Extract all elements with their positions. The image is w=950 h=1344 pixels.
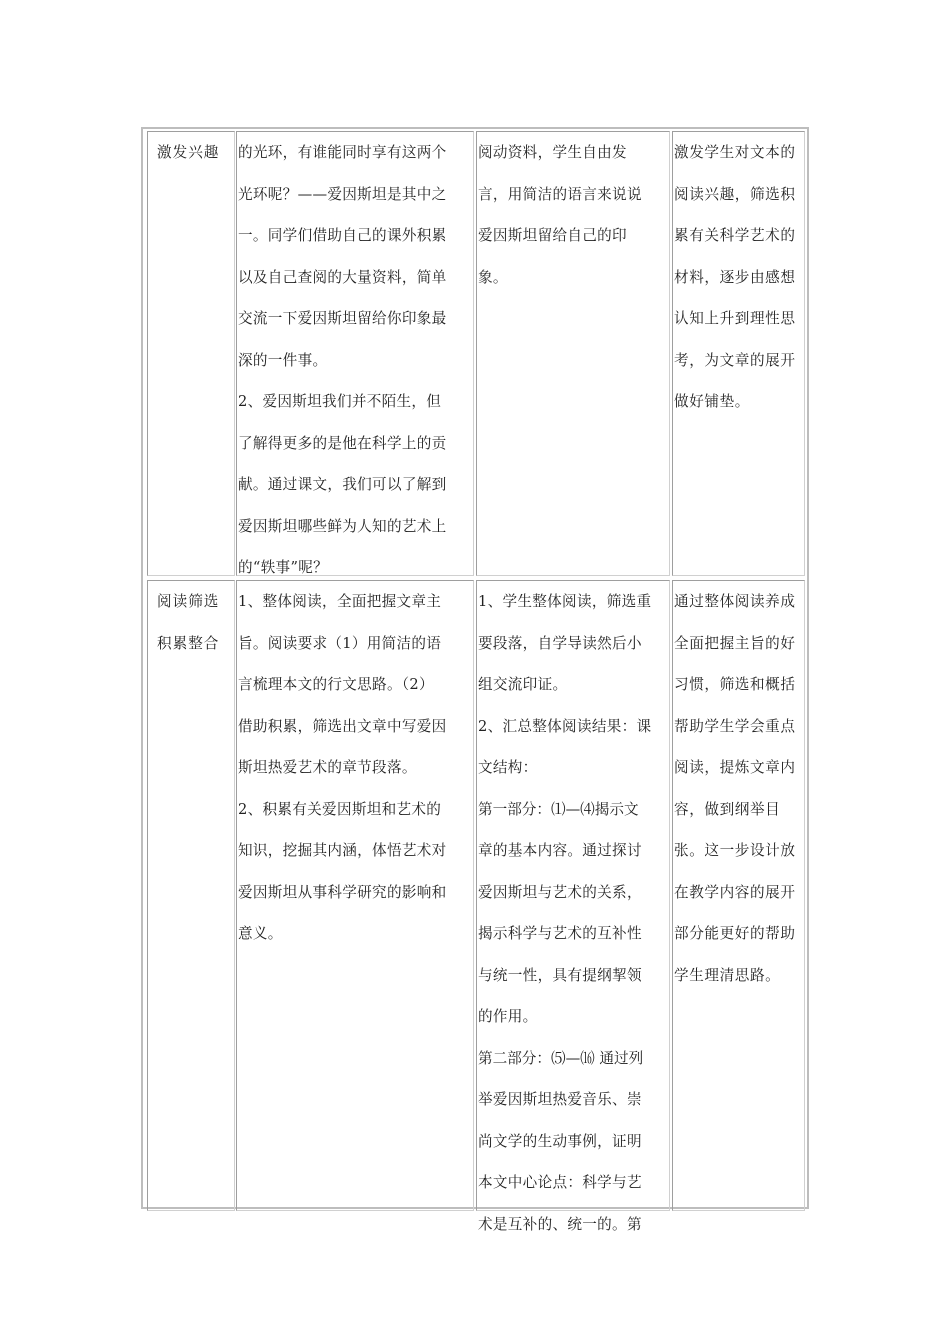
- text-line: 通过整体阅读养成: [674, 593, 796, 610]
- stage-line: 激发兴趣: [157, 144, 220, 161]
- text-line: 2、汇总整体阅读结果：课: [478, 717, 652, 735]
- text-line: 要段落，自学导读然后小: [478, 634, 642, 652]
- text-line: 揭示科学与艺术的互补性: [478, 925, 642, 942]
- text-line: 举爱因斯坦热爱音乐、崇: [478, 1091, 642, 1108]
- text-line: 1、学生整体阅读，筛选重: [478, 593, 652, 610]
- text-line: 材料，逐步由感想: [674, 268, 796, 286]
- design-purpose-cell: [672, 131, 805, 576]
- text-line: 知识，挖掘其内涵，体悟艺术对: [238, 842, 447, 859]
- text-line: 部分能更好的帮助: [674, 925, 796, 942]
- text-line: 激发学生对文本的: [674, 144, 796, 161]
- text-line: 第二部分：⑸—⒃ 通过列: [478, 1049, 644, 1067]
- text-line: 爱因斯坦留给自己的印: [478, 227, 627, 244]
- text-line: 的光环，有谁能同时享有这两个: [238, 144, 447, 161]
- text-line: 全面把握主旨的好: [674, 634, 796, 652]
- table-row: [143, 578, 807, 1233]
- stage-line: 阅读筛选: [157, 593, 220, 610]
- text-line: 献。通过课文，我们可以了解到: [238, 476, 447, 493]
- text-line: 光环呢？——爱因斯坦是其中之: [238, 185, 447, 203]
- lesson-plan-table: [141, 127, 809, 1233]
- text-line: 考，为文章的展开: [674, 351, 796, 369]
- text-line: 爱因斯坦哪些鲜为人知的艺术上: [238, 517, 447, 535]
- table-row: [143, 129, 807, 578]
- student-activity-cell: [476, 131, 670, 576]
- student-activity-cell: [476, 580, 670, 1233]
- text-line: 一。同学们借助自己的课外积累: [238, 227, 447, 244]
- text-line: 张。这一步设计放: [674, 842, 796, 859]
- text-line: 做好铺垫。: [674, 393, 750, 410]
- text-line: 组交流印证。: [478, 676, 568, 693]
- text-line: 累有关科学艺术的: [674, 227, 796, 244]
- text-line: 阅动资料，学生自由发: [478, 144, 627, 161]
- text-line: 第一部分：⑴—⑷揭示文: [478, 800, 639, 818]
- text-line: 言，用简洁的语言来说说: [478, 185, 642, 203]
- design-purpose-cell: [672, 580, 805, 1211]
- text-line: 帮助学生学会重点: [674, 717, 796, 735]
- text-line: 尚文学的生动事例，证明: [478, 1132, 642, 1150]
- text-line: 容，做到纲举目: [674, 800, 781, 818]
- stage-cell: [147, 580, 235, 1211]
- teacher-activity-cell: [236, 580, 474, 1211]
- text-line: 深的一件事。: [238, 351, 328, 369]
- text-line: 意义。: [238, 925, 283, 942]
- text-line: 与统一性，具有提纲挈领: [478, 966, 642, 984]
- text-line: 习惯，筛选和概括: [674, 676, 796, 693]
- teacher-activity-cell: [236, 131, 474, 576]
- text-line: 本文中心论点：科学与艺: [478, 1174, 642, 1191]
- text-line: 术是互补的、统一的。第: [478, 1215, 642, 1233]
- text-line: 1、整体阅读，全面把握文章主: [238, 593, 442, 610]
- text-line: 文结构：: [478, 759, 538, 776]
- text-line: 爱因斯坦从事科学研究的影响和: [238, 883, 447, 901]
- text-line: 言梳理本文的行文思路。（2）: [238, 676, 434, 693]
- text-line: 交流一下爱因斯坦留给你印象最: [238, 310, 447, 327]
- text-line: 学生理清思路。: [674, 966, 781, 984]
- text-line: 斯坦热爱艺术的章节段落。: [238, 759, 417, 776]
- stage-cell: [147, 131, 235, 576]
- text-line: 以及自己查阅的大量资料，简单: [238, 268, 447, 286]
- text-line: 认知上升到理性思: [674, 310, 796, 327]
- text-line: 阅读，提炼文章内: [674, 759, 796, 776]
- text-line: 了解得更多的是他在科学上的贡: [238, 434, 447, 452]
- text-line: 在教学内容的展开: [674, 883, 796, 901]
- text-line: 2、爱因斯坦我们并不陌生，但: [238, 393, 442, 410]
- text-line: 象。: [478, 268, 508, 286]
- text-line: 的作用。: [478, 1008, 538, 1025]
- text-line: 章的基本内容。通过探讨: [478, 842, 642, 859]
- text-line: 借助积累，筛选出文章中写爱因: [238, 717, 447, 735]
- text-line: 2、积累有关爱因斯坦和艺术的: [238, 800, 442, 818]
- text-line: 旨。阅读要求（1）用简洁的语: [238, 634, 442, 652]
- text-line: 爱因斯坦与艺术的关系，: [478, 883, 642, 901]
- stage-line: 积累整合: [157, 634, 220, 652]
- text-line: 阅读兴趣，筛选积: [674, 185, 796, 203]
- text-line: 的“轶事”呢？: [238, 559, 328, 576]
